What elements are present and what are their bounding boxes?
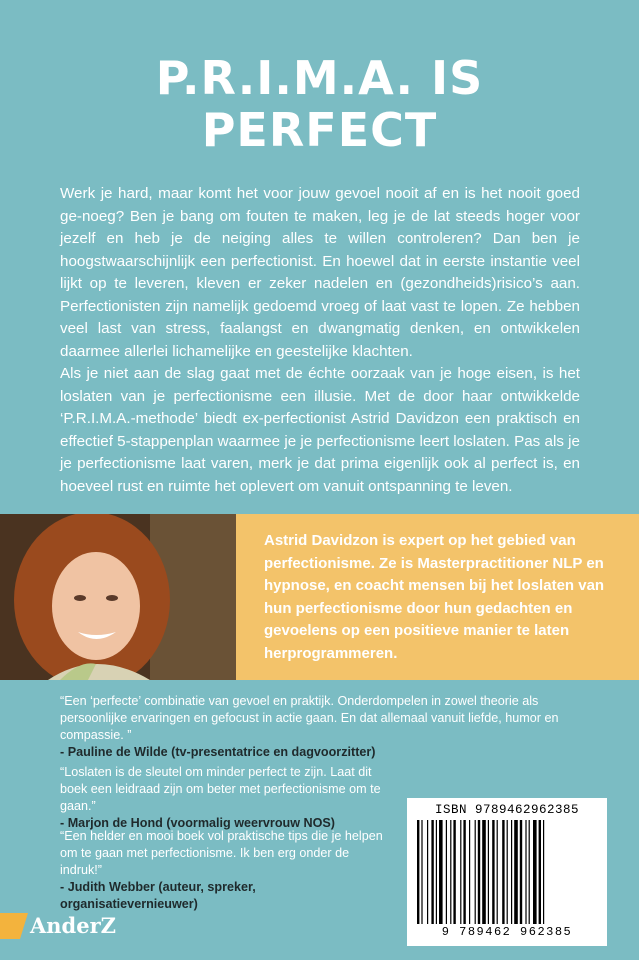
author-photo: [0, 514, 236, 680]
barcode-bar: [488, 820, 489, 924]
quote-text: “Een helder en mooi boek vol praktische tips die je helpen om te gaan met perfectionisme. Ik ben erg onder de indruk!”: [60, 829, 383, 877]
barcode-bar: [525, 820, 526, 924]
isbn-label: ISBN 9789462962385: [434, 803, 580, 817]
barcode-bar: [478, 820, 480, 924]
title-line-1: P.R.I.M.A. IS: [155, 51, 484, 105]
quote-text: “Een ‘perfecte’ combinatie van gevoel en praktijk. Onderdompelen in zowel theorie als persoonlijke ervaringen en gefocust in actie gaan. En dat allemaal vanuit liefde, humor en compassie. ”: [60, 694, 559, 742]
blurb-paragraph-1: Werk je hard, maar komt het voor jouw gevoel nooit af en is het nooit goed ge-noeg? Ben je bang om fouten te maken, leg je de lat steeds hoger voor jezelf en heb je de neiging alles te willen controleren? Dan ben je hoogstwaarschijnlijk een perfectionist. En hoewel dat in eerste instantie veel lijkt op te leveren, kleven er zeker nadelen en (gezondheids)risico’s aan. Perfectionisten zijn namelijk gedoemd vroeg of laat vast te lopen. Ze hebben veel last van stress, faalangst en dwangmatig denken, en ontwikkelen daarmee allerlei lichamelijke en geestelijke klachten.: [60, 185, 580, 360]
barcode-bar: [507, 820, 508, 924]
barcode-bar: [497, 820, 498, 924]
barcode-bar: [492, 820, 494, 924]
isbn-barcode: [407, 798, 607, 946]
barcode-bar: [439, 820, 443, 924]
book-title: [0, 52, 639, 156]
barcode-bar: [463, 820, 465, 924]
barcode-bar: [514, 820, 518, 924]
barcode-bar: [543, 820, 544, 924]
barcode-bar: [482, 820, 486, 924]
barcode-bar: [431, 820, 433, 924]
barcode-bars: [415, 820, 599, 924]
barcode-bar: [533, 820, 537, 924]
quote-author: - Marjon de Hond (voormalig weervrouw NOS): [60, 816, 335, 830]
publisher-logo: AnderZ: [30, 913, 116, 938]
endorsement-1: [60, 693, 580, 761]
barcode-bar: [427, 820, 428, 924]
quote-author: - Pauline de Wilde (tv-presentatrice en dagvoorzitter): [60, 745, 376, 759]
barcode-bar: [520, 820, 522, 924]
author-portrait-illustration: [0, 514, 236, 680]
barcode-bar: [421, 820, 422, 924]
barcode-bar: [502, 820, 504, 924]
barcode-bar: [453, 820, 455, 924]
barcode-bar: [475, 820, 476, 924]
barcode-bar: [469, 820, 470, 924]
barcode-bar: [417, 820, 419, 924]
barcode-bar: [529, 820, 530, 924]
barcode-bar: [511, 820, 512, 924]
barcode-bar: [446, 820, 447, 924]
barcode-bar: [539, 820, 541, 924]
quote-text: “Loslaten is de sleutel om minder perfect te zijn. Laat dit boek een leidraad zijn om beter met perfectionisme om te gaan.”: [60, 765, 381, 813]
quote-author: - Judith Webber (auteur, spreker, organisatievernieuwer): [60, 880, 256, 911]
barcode-bar: [460, 820, 461, 924]
barcode-bar: [436, 820, 437, 924]
author-bio-panel: Astrid Davidzon is expert op het gebied van perfectionisme. Ze is Masterpractitioner NLP en hypnose, en coacht mensen bij het loslaten van hun perfectionisme door hun gedachten en gevoelens op een positieve manier te laten herprogrammeren.: [236, 514, 639, 680]
endorsement-2: [60, 764, 390, 832]
barcode-bar: [450, 820, 451, 924]
blurb-paragraph-2: Als je niet aan de slag gaat met de échte oorzaak van je hoge eisen, is het loslaten van je perfectionisme een illusie. Met de door haar ontwikkelde ‘P.R.I.M.A.-methode’ biedt ex-perfectionist Astrid Davidzon een praktisch en effectief 5-stappenplan waarmee je je perfectionisme leert loslaten. Pas als je je perfectionisme laat varen, merk je dat prima eigenlijk ook al perfect is, en hoeveel rust en ruimte het oplevert om vanuit ontspanning te leven.: [60, 365, 580, 495]
ean-digits: 9 789462 962385: [441, 925, 573, 939]
title-line-2: PERFECT: [201, 103, 438, 157]
endorsement-3: [60, 828, 390, 913]
